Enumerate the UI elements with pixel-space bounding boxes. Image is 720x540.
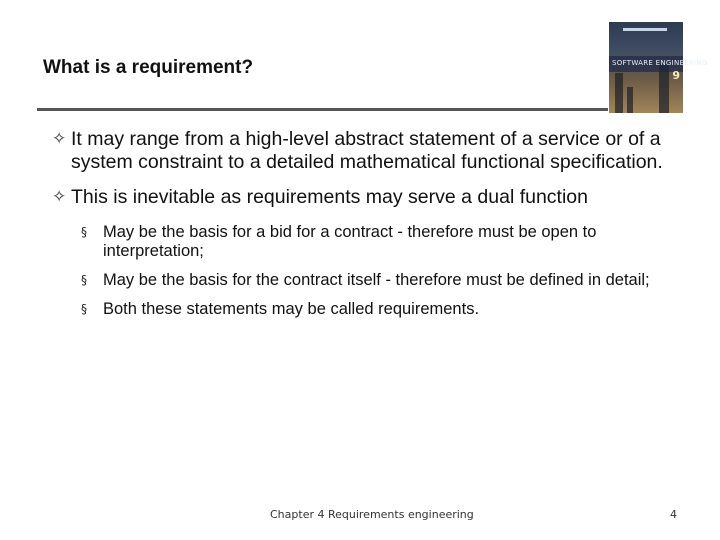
sub-bullet-text: Both these statements may be called requirements.	[103, 300, 480, 318]
cover-top-line	[623, 28, 667, 31]
sub-bullet-item	[81, 300, 683, 319]
slide-title: What is a requirement?	[43, 57, 254, 78]
cover-building	[659, 65, 669, 113]
title-underline	[37, 108, 608, 111]
sub-bullet-item	[81, 271, 683, 290]
section-bullet-icon: §	[81, 302, 87, 316]
star-bullet-icon: ✧	[52, 129, 67, 149]
cover-title-text: SOFTWARE ENGINEERING	[612, 59, 708, 67]
book-cover-image	[609, 22, 708, 113]
bullet-text: It may range from a high-level abstract statement of a service or of a system constraint to a detailed mathematical functional specification.	[71, 128, 663, 173]
page-number: 4	[670, 508, 677, 521]
cover-building	[615, 73, 623, 113]
cover-edition-number: 9	[672, 69, 680, 82]
bullet-list	[52, 128, 672, 331]
slide-footer: Chapter 4 Requirements engineering	[270, 508, 474, 521]
section-bullet-icon: §	[81, 225, 87, 239]
bullet-text: This is inevitable as requirements may serve a dual function	[71, 186, 588, 208]
sub-bullet-text: May be the basis for the contract itself - therefore must be defined in detail;	[103, 271, 650, 289]
bullet-item	[52, 186, 672, 319]
bullet-item	[52, 128, 672, 174]
star-bullet-icon: ✧	[52, 187, 67, 207]
sub-bullet-text: May be the basis for a bid for a contract - therefore must be open to interpretation;	[103, 223, 597, 260]
cover-building	[627, 87, 633, 113]
section-bullet-icon: §	[81, 273, 87, 287]
sub-bullet-item	[81, 223, 683, 261]
sub-bullet-list	[81, 223, 672, 319]
